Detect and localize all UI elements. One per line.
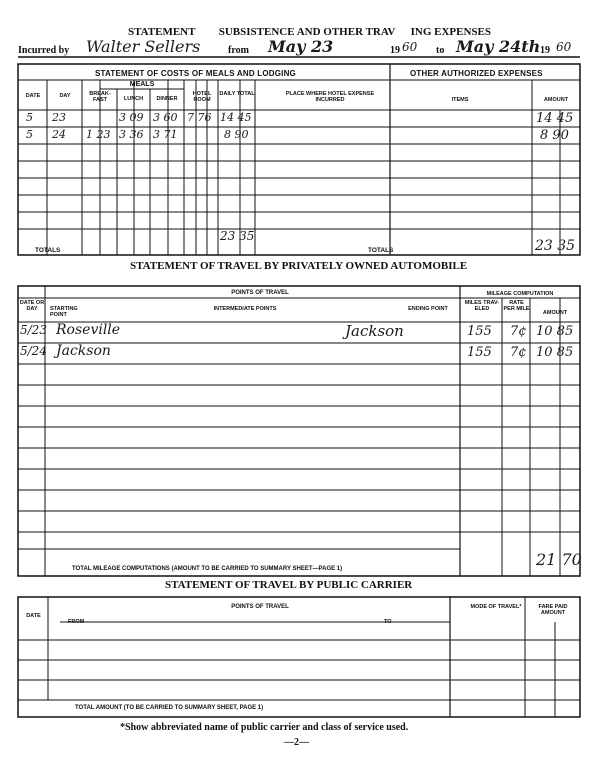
auto-date[interactable]: 5/23: [20, 323, 47, 337]
col-items: ITEMS: [451, 97, 469, 103]
meals-section-title: STATEMENT OF COSTS OF MEALS AND LODGING: [95, 69, 296, 78]
col-place: PLACE WHERE HOTEL EXPENSE INCURRED: [285, 91, 375, 103]
auto-total-label: TOTAL MILEAGE COMPUTATIONS (AMOUNT TO BE CARRIED TO SUMMARY SHEET—PAGE 1): [72, 566, 343, 572]
footnote: *Show abbreviated name of public carrier and class of service used.: [120, 722, 409, 733]
col-amount: AMOUNT: [543, 97, 569, 103]
col-lunch: LUNCH: [123, 96, 144, 102]
auto-col-date: DATE OR DAY: [19, 300, 45, 312]
incurred-by-value[interactable]: Walter Sellers: [86, 37, 201, 56]
carrier-total-label: TOTAL AMOUNT (TO BE CARRIED TO SUMMARY SHEET, PAGE 1): [75, 705, 264, 711]
auto-rate[interactable]: 7¢: [510, 324, 527, 339]
carrier-col-mode: MODE OF TRAVEL*: [470, 604, 522, 610]
auto-miles[interactable]: 155: [467, 324, 492, 339]
other-amount[interactable]: 14 45: [536, 111, 574, 126]
auto-start[interactable]: Jackson: [56, 343, 111, 359]
auto-col-start: STARTING POINT: [50, 306, 78, 318]
auto-col-rate: RATE PER MILE: [503, 300, 530, 312]
totals-right: TOTALS: [368, 247, 394, 254]
carrier-col-date: DATE: [26, 613, 41, 619]
meal-date[interactable]: 5: [26, 128, 33, 141]
mileage-title: MILEAGE COMPUTATION: [486, 291, 554, 297]
auto-col-ending: ENDING POINT: [408, 306, 448, 312]
from-value[interactable]: May 23: [268, 37, 334, 56]
auto-amount[interactable]: 10 85: [536, 345, 574, 360]
year-value-1[interactable]: 60: [402, 40, 418, 54]
auto-section-title: STATEMENT OF TRAVEL BY PRIVATELY OWNED AUTOMOBILE: [130, 260, 468, 272]
meal-hotel[interactable]: 7 76: [187, 111, 212, 124]
meal-daily[interactable]: 8 90: [224, 128, 249, 141]
carrier-col-to: TO: [384, 619, 392, 625]
auto-points-of-travel: POINTS OF TRAVEL: [231, 290, 289, 296]
other-amount[interactable]: 8 90: [540, 128, 569, 143]
meal-breakfast[interactable]: 1 23: [86, 128, 111, 141]
meal-date[interactable]: 5: [26, 111, 33, 124]
auto-end[interactable]: Jackson: [345, 322, 404, 340]
other-expenses-title: OTHER AUTHORIZED EXPENSES: [410, 69, 543, 78]
meal-dinner[interactable]: 3 71: [153, 128, 178, 141]
carrier-col-from: FROM: [68, 619, 85, 625]
auto-miles[interactable]: 155: [467, 345, 492, 360]
col-meals: MEALS: [129, 81, 155, 88]
col-breakfast: BREAK-FAST: [89, 91, 111, 103]
col-hotel: HOTEL ROOM: [192, 91, 212, 103]
carrier-col-fare: FARE PAID AMOUNT: [538, 604, 568, 616]
col-daily: DAILY TOTAL: [219, 91, 255, 97]
page-number: —2—: [284, 737, 309, 748]
year-prefix-1: 19: [390, 45, 400, 56]
auto-col-miles: MILES TRAV-ELED: [464, 300, 500, 312]
meal-lunch[interactable]: 3 09: [119, 111, 144, 124]
col-dinner: DINNER: [156, 96, 178, 102]
auto-rate[interactable]: 7¢: [510, 345, 527, 360]
title-right: ING EXPENSES: [410, 26, 492, 38]
from-label: from: [228, 45, 249, 56]
carrier-points-of-travel: POINTS OF TRAVEL: [231, 604, 289, 610]
auto-amount[interactable]: 10 85: [536, 324, 574, 339]
amount-total[interactable]: 23 35: [535, 238, 576, 254]
year-prefix-2: 19: [540, 45, 550, 56]
totals-left: TOTALS: [35, 247, 61, 254]
carrier-section-title: STATEMENT OF TRAVEL BY PUBLIC CARRIER: [165, 579, 413, 591]
auto-col-intermediate: INTERMEDIATE POINTS: [213, 306, 277, 312]
title-middle: SUBSISTENCE AND OTHER TRAV: [218, 26, 396, 38]
to-value[interactable]: May 24th: [456, 37, 541, 56]
meal-lunch[interactable]: 3 36: [119, 128, 144, 141]
auto-start[interactable]: Roseville: [56, 322, 121, 338]
meal-daily[interactable]: 14 45: [220, 111, 252, 124]
daily-total[interactable]: 23 35: [220, 229, 255, 243]
to-label: to: [436, 45, 445, 56]
auto-col-amount: AMOUNT: [542, 310, 568, 316]
title-left: STATEMENT: [128, 26, 196, 38]
meal-day[interactable]: 23: [52, 111, 66, 124]
col-day: DAY: [59, 93, 71, 99]
auto-date[interactable]: 5/24: [20, 344, 47, 358]
incurred-by-label: Incurred by: [18, 45, 70, 56]
col-date: DATE: [25, 93, 41, 99]
meal-dinner[interactable]: 3 60: [153, 111, 178, 124]
year-value-2[interactable]: 60: [556, 40, 572, 54]
meal-day[interactable]: 24: [52, 128, 66, 141]
auto-total-value[interactable]: 21 70: [536, 550, 582, 569]
